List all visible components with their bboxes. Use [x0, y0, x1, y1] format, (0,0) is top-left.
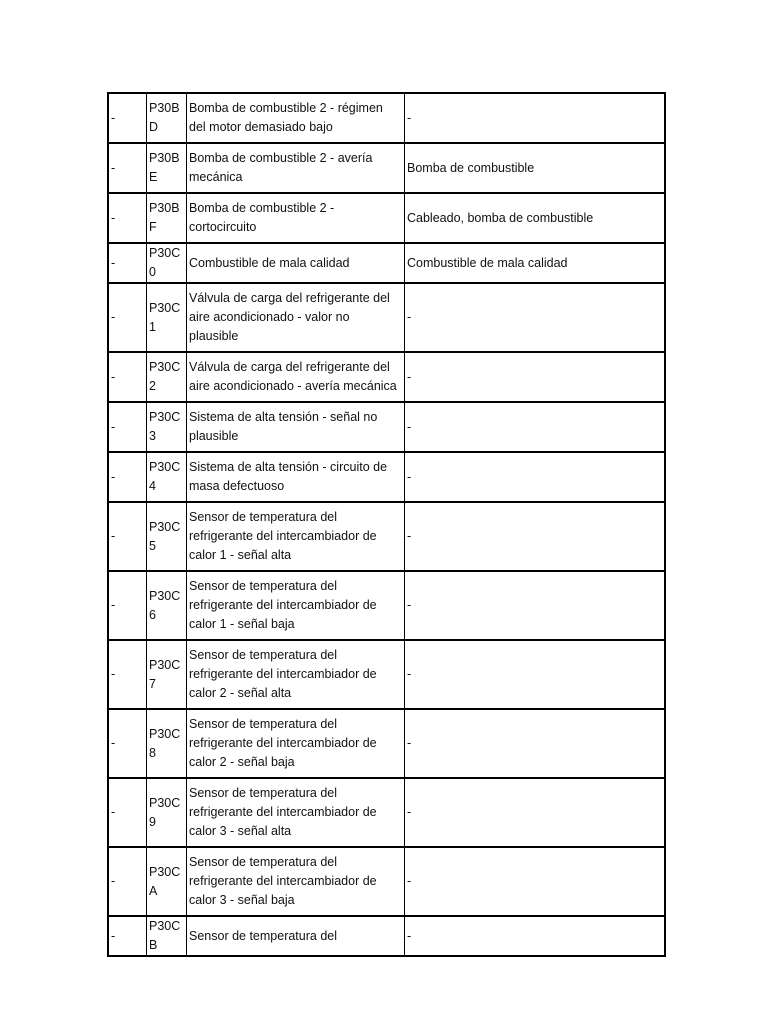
description-cell: Sensor de temperatura del refrigerante del intercambiador de calor 3 - señal alta: [187, 778, 405, 847]
cause-cell: -: [405, 916, 666, 956]
cause-cell: -: [405, 847, 666, 916]
flag-cell: -: [108, 402, 147, 452]
flag-cell: -: [108, 243, 147, 283]
description-cell: Combustible de mala calidad: [187, 243, 405, 283]
flag-cell: -: [108, 778, 147, 847]
flag-cell: -: [108, 93, 147, 143]
table-row: [108, 452, 665, 502]
flag-cell: -: [108, 571, 147, 640]
table-row: [108, 283, 665, 352]
cause-cell: Bomba de combustible: [405, 143, 666, 193]
code-cell: P30C5: [147, 502, 187, 571]
cause-cell: -: [405, 93, 666, 143]
description-cell: Sensor de temperatura del refrigerante del intercambiador de calor 1 - señal alta: [187, 502, 405, 571]
flag-cell: -: [108, 193, 147, 243]
cause-cell: -: [405, 709, 666, 778]
flag-cell: -: [108, 283, 147, 352]
table-row: [108, 571, 665, 640]
code-cell: P30C0: [147, 243, 187, 283]
flag-cell: -: [108, 640, 147, 709]
flag-cell: -: [108, 709, 147, 778]
cause-cell: -: [405, 452, 666, 502]
table-row: [108, 352, 665, 402]
cause-cell: Cableado, bomba de combustible: [405, 193, 666, 243]
description-cell: Sensor de temperatura del refrigerante del intercambiador de calor 1 - señal baja: [187, 571, 405, 640]
cause-cell: -: [405, 502, 666, 571]
table-row: [108, 93, 665, 143]
description-cell: Sensor de temperatura del refrigerante del intercambiador de calor 3 - señal baja: [187, 847, 405, 916]
code-cell: P30C3: [147, 402, 187, 452]
code-cell: P30BE: [147, 143, 187, 193]
cause-cell: Combustible de mala calidad: [405, 243, 666, 283]
code-cell: P30C1: [147, 283, 187, 352]
table-row: [108, 709, 665, 778]
cause-cell: -: [405, 402, 666, 452]
description-cell: Bomba de combustible 2 - régimen del motor demasiado bajo: [187, 93, 405, 143]
flag-cell: -: [108, 502, 147, 571]
description-cell: Sensor de temperatura del refrigerante del intercambiador de calor 2 - señal alta: [187, 640, 405, 709]
table-row: [108, 502, 665, 571]
table-row: [108, 193, 665, 243]
cause-cell: -: [405, 571, 666, 640]
fault-code-table: [107, 92, 666, 957]
cause-cell: -: [405, 352, 666, 402]
table-row: [108, 916, 665, 956]
description-cell: Bomba de combustible 2 - avería mecánica: [187, 143, 405, 193]
code-cell: P30BD: [147, 93, 187, 143]
code-cell: P30C9: [147, 778, 187, 847]
flag-cell: -: [108, 352, 147, 402]
description-cell: Bomba de combustible 2 - cortocircuito: [187, 193, 405, 243]
table-row: [108, 143, 665, 193]
description-cell: Sensor de temperatura del refrigerante del intercambiador de calor 2 - señal baja: [187, 709, 405, 778]
fault-code-table-body: [108, 93, 665, 956]
code-cell: P30CB: [147, 916, 187, 956]
table-row: [108, 243, 665, 283]
code-cell: P30BF: [147, 193, 187, 243]
description-cell: Sistema de alta tensión - señal no plausible: [187, 402, 405, 452]
cause-cell: -: [405, 640, 666, 709]
code-cell: P30C7: [147, 640, 187, 709]
cause-cell: -: [405, 283, 666, 352]
description-cell: Válvula de carga del refrigerante del aire acondicionado - avería mecánica: [187, 352, 405, 402]
cause-cell: -: [405, 778, 666, 847]
description-cell: Sistema de alta tensión - circuito de masa defectuoso: [187, 452, 405, 502]
table-row: [108, 402, 665, 452]
description-cell: Válvula de carga del refrigerante del aire acondicionado - valor no plausible: [187, 283, 405, 352]
table-row: [108, 847, 665, 916]
table-row: [108, 778, 665, 847]
code-cell: P30CA: [147, 847, 187, 916]
code-cell: P30C8: [147, 709, 187, 778]
code-cell: P30C4: [147, 452, 187, 502]
code-cell: P30C2: [147, 352, 187, 402]
code-cell: P30C6: [147, 571, 187, 640]
flag-cell: -: [108, 847, 147, 916]
table-row: [108, 640, 665, 709]
flag-cell: -: [108, 143, 147, 193]
flag-cell: -: [108, 452, 147, 502]
flag-cell: -: [108, 916, 147, 956]
description-cell: Sensor de temperatura del: [187, 916, 405, 956]
